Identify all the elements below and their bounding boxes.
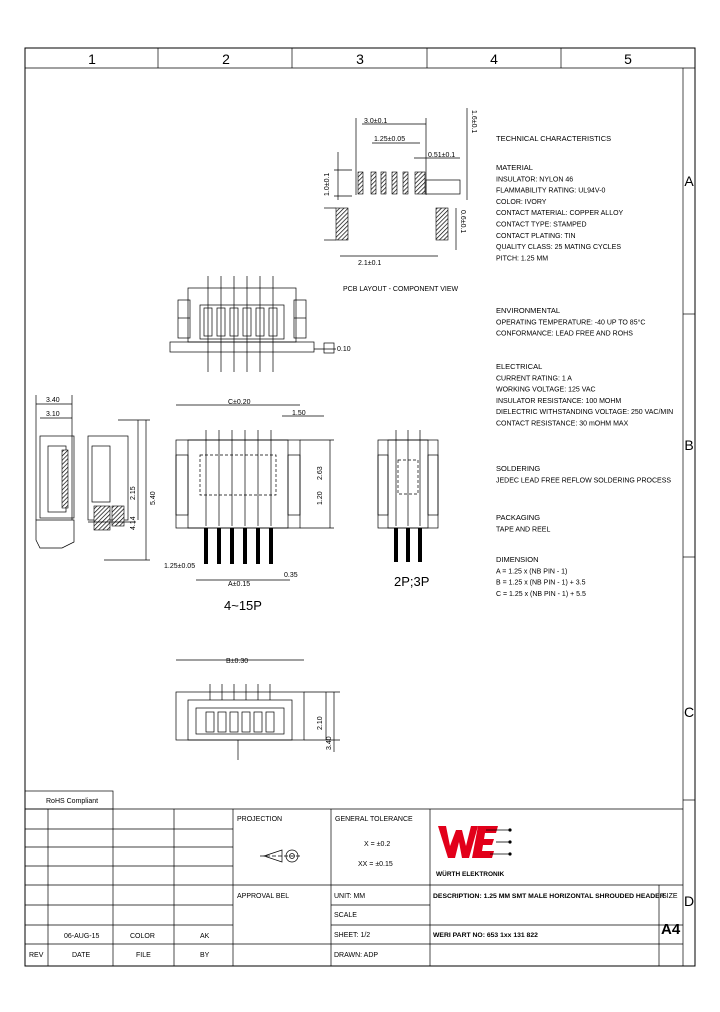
scale-label: SCALE [334, 912, 357, 919]
specs-line: OPERATING TEMPERATURE: -40 UP TO 85°C [496, 319, 646, 327]
specs-line: PITCH: 1.25 MM [496, 255, 549, 263]
row-label: D [683, 893, 695, 909]
specs-line: JEDEC LEAD FREE REFLOW SOLDERING PROCESS [496, 477, 672, 485]
specs-line: DIELECTRIC WITHSTANDING VOLTAGE: 250 VAC/MIN [496, 409, 674, 417]
dim-1-20: 1.20 [317, 491, 324, 505]
specs-line: CONTACT RESISTANCE: 30 mOHM MAX [496, 420, 629, 428]
dim-1-25-pitch: 1.25±0.05 [164, 563, 196, 570]
sheet-label: SHEET: 1/2 [334, 932, 371, 939]
dim-2-63: 2.63 [317, 466, 324, 480]
projection-label: PROJECTION [237, 816, 283, 823]
dim-right-height: 1.6±0.1 [470, 110, 477, 134]
small-front-view [378, 430, 438, 589]
footer-date: DATE [72, 952, 91, 959]
dim-pad-width: 0.51±0.1 [428, 152, 456, 159]
row-label: B [684, 437, 694, 453]
specs-line: B = 1.25 x (NB PIN - 1) + 3.5 [496, 579, 586, 587]
specs-section-heading: SOLDERING [496, 464, 541, 473]
column-label: 4 [490, 51, 498, 67]
connector-top-view [170, 276, 351, 372]
dim-right-height-2: 0.6±0.1 [459, 210, 466, 234]
specs-line: TAPE AND REEL [496, 526, 551, 534]
specs-line: C = 1.25 x (NB PIN - 1) + 5.5 [496, 590, 586, 598]
part-number: WERI PART NO: 653 1xx 131 822 [433, 932, 538, 939]
specs-line: COLOR: IVORY [496, 198, 547, 206]
row-label: A [684, 173, 694, 189]
dim-3-10-side: 3.10 [46, 411, 60, 418]
flatness-tolerance: 0.10 [337, 346, 351, 353]
rev-by: AK [200, 933, 210, 940]
general-tolerance-label: GENERAL TOLERANCE [335, 816, 413, 823]
dim-2-10: 2.10 [317, 716, 324, 730]
dim-pad-height: 1.0±0.1 [324, 172, 331, 196]
pcb-layout-view [324, 108, 477, 293]
specs-section-heading: PACKAGING [496, 513, 541, 522]
footer-by: BY [200, 952, 210, 959]
wurth-logo [436, 826, 512, 878]
size-label: SIZE [662, 893, 678, 900]
front-view [164, 399, 334, 613]
rohs-label: RoHS Compliant [46, 798, 99, 805]
specs-line: QUALITY CLASS: 25 MATING CYCLES [496, 244, 622, 252]
specs-line: INSULATOR: NYLON 46 [496, 176, 574, 184]
unit-label: UNIT: MM [334, 893, 366, 900]
column-label: 5 [624, 51, 632, 67]
specs-section-heading: ENVIRONMENTAL [496, 306, 561, 315]
specs-section-heading: DIMENSION [496, 555, 539, 564]
tolerance-x: X = ±0.2 [364, 841, 391, 848]
dim-2-15: 2.15 [130, 486, 137, 500]
specs-line: CONFORMANCE: LEAD FREE AND ROHS [496, 330, 633, 338]
footer-rev: REV [29, 952, 44, 959]
dim-3-40-bottom: 3.40 [326, 736, 333, 750]
dim-3-40-side: 3.40 [46, 397, 60, 404]
dim-1-50: 1.50 [292, 410, 306, 417]
pcb-layout-caption: PCB LAYOUT - COMPONENT VIEW [343, 286, 459, 293]
front-view-label: 4~15P [224, 598, 262, 613]
footer-file: FILE [136, 952, 151, 959]
dim-b: B±0.30 [226, 658, 249, 665]
drawn-label: DRAWN: ADP [334, 952, 379, 959]
title-block [25, 791, 683, 966]
specs-line: WORKING VOLTAGE: 125 VAC [496, 386, 596, 394]
bottom-view [176, 658, 340, 760]
column-label: 1 [88, 51, 96, 67]
description-label: DESCRIPTION: 1.25 MM SMT MALE HORIZONTAL SHROUDED HEADER [433, 893, 665, 900]
rev-color: COLOR [130, 933, 155, 940]
dim-0-35: 0.35 [284, 572, 298, 579]
technical-characteristics [496, 134, 673, 598]
specs-line: CONTACT TYPE: STAMPED [496, 221, 587, 229]
size-value: A4 [661, 921, 681, 938]
specs-line: CONTACT PLATING: TIN [496, 232, 576, 240]
side-view [36, 395, 157, 560]
dim-4-14: 4.14 [130, 516, 137, 530]
small-view-label: 2P;3P [394, 574, 430, 589]
projection-symbol-icon [260, 850, 300, 862]
specs-section-heading: MATERIAL [496, 163, 533, 172]
front-pins [204, 430, 273, 564]
specs-title: TECHNICAL CHARACTERISTICS [496, 134, 612, 143]
specs-line: A = 1.25 x (NB PIN - 1) [496, 568, 568, 576]
column-label: 2 [222, 51, 230, 67]
logo-text: WÜRTH ELEKTRONIK [436, 871, 505, 878]
column-label: 3 [356, 51, 364, 67]
specs-section-heading: ELECTRICAL [496, 362, 543, 371]
dim-5-40: 5.40 [150, 491, 157, 505]
specs-line: CONTACT MATERIAL: COPPER ALLOY [496, 210, 624, 218]
dim-a: A±0.15 [228, 581, 251, 588]
row-label: C [683, 704, 695, 720]
specs-line: INSULATOR RESISTANCE: 100 MOHM [496, 397, 622, 405]
dim-gap: 2.1±0.1 [358, 260, 382, 267]
specs-line: FLAMMABILITY RATING: UL94V-0 [496, 187, 606, 195]
approval-label: APPROVAL BEL [237, 893, 290, 900]
rev-date: 06-AUG-15 [64, 933, 100, 940]
dim-c: C±0.20 [228, 399, 251, 406]
specs-line: CURRENT RATING: 1 A [496, 375, 572, 383]
tolerance-xx: XX = ±0.15 [358, 861, 393, 868]
dim-pitch-a: 3.0±0.1 [364, 118, 388, 125]
dim-pitch-b: 1.25±0.05 [374, 136, 406, 143]
